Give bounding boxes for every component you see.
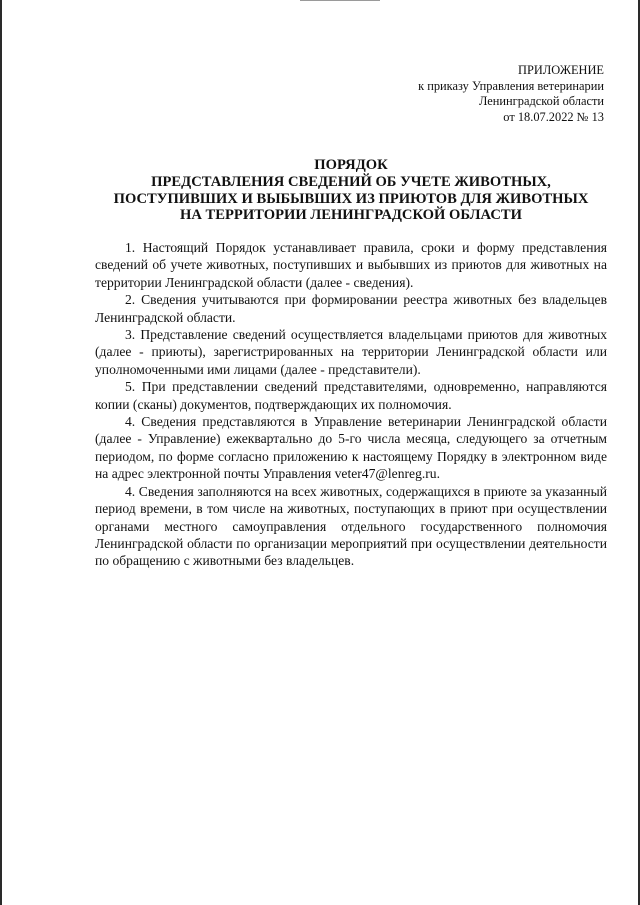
appendix-date-number: от 18.07.2022 № 13 xyxy=(503,109,604,124)
document-body xyxy=(95,239,607,570)
scan-top-mark xyxy=(300,0,380,1)
paragraph-6: 4. Сведения заполняются на всех животных, содержащихся в приюте за указанный период времени, в том числе на животных, поступающих в приют при осуществлении органами местного самоуправления отдельного государственного полномочия Ленинградской области по организации мероприятий при осуществлении деятельности по обращению с животными без владельцев. xyxy=(95,483,607,569)
paragraph-5: 4. Сведения представляются в Управление ветеринарии Ленинградской области (далее - Управление) ежеквартально до 5-го числа месяца, следующего за отчетным периодом, по форме согласно приложению к настоящему Порядку в электронном виде на адрес электронной почты Управления veter47@lenreg.ru. xyxy=(95,414,607,482)
heading-line-3: ПОСТУПИВШИХ И ВЫБЫВШИХ ИЗ ПРИЮТОВ ДЛЯ ЖИВОТНЫХ xyxy=(113,190,589,207)
paragraph-2: 2. Сведения учитываются при формировании реестра животных без владельцев Ленинградской области. xyxy=(95,292,607,325)
paragraph-3: 3. Представление сведений осуществляется владельцами приютов для животных (далее - приюты), зарегистрированных на территории Ленинградской области или уполномоченными ими лицами (далее - представители). xyxy=(95,327,607,377)
heading-line-4: НА ТЕРРИТОРИИ ЛЕНИНГРАДСКОЙ ОБЛАСТИ xyxy=(180,207,522,224)
heading-line-2: ПРЕДСТАВЛЕНИЯ СВЕДЕНИЙ ОБ УЧЕТЕ ЖИВОТНЫХ, xyxy=(151,173,551,190)
appendix-region: Ленинградской области xyxy=(478,94,604,109)
scan-left-edge xyxy=(0,0,2,905)
paragraph-1: 1. Настоящий Порядок устанавливает правила, сроки и форму представления сведений об учете животных, поступивших и выбывших из приютов для животных на территории Ленинградской области (далее - сведения). xyxy=(95,240,607,290)
appendix-block xyxy=(344,63,604,125)
document-heading xyxy=(96,157,606,224)
appendix-order-ref: к приказу Управления ветеринарии xyxy=(418,78,604,93)
paragraph-4: 5. При представлении сведений представителями, одновременно, направляются копии (сканы) документов, подтверждающих их полномочия. xyxy=(95,379,607,412)
appendix-title: ПРИЛОЖЕНИЕ xyxy=(518,63,604,77)
heading-line-1: ПОРЯДОК xyxy=(314,157,388,173)
